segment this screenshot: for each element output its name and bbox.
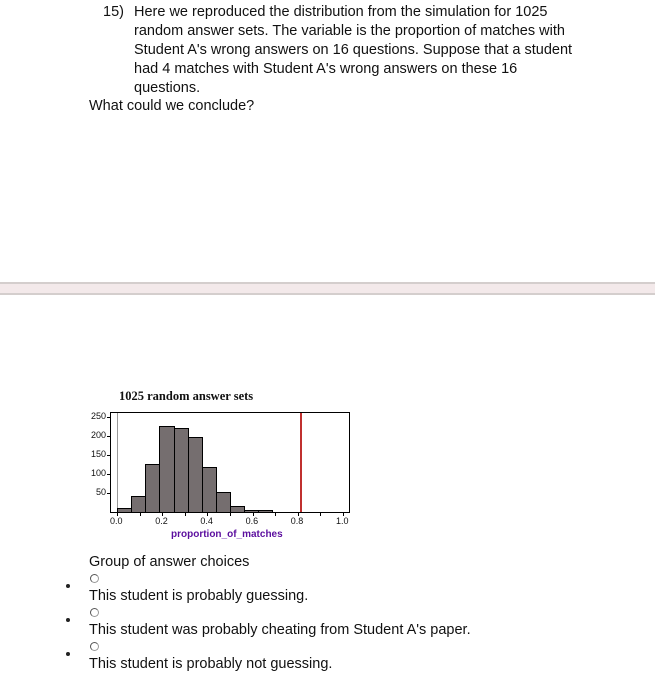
histogram-bar — [145, 464, 160, 513]
histogram-bar — [230, 506, 245, 513]
radio-button[interactable] — [90, 574, 99, 583]
x-minor-tick — [185, 513, 186, 516]
y-tick — [107, 455, 110, 456]
choice-label: This student is probably guessing. — [89, 588, 309, 604]
x-tick-label: 0.6 — [245, 516, 259, 526]
answer-choices-heading: Group of answer choices — [89, 554, 250, 570]
histogram-bar — [202, 467, 217, 513]
choice-label: This student is probably not guessing. — [89, 656, 333, 672]
x-tick-label: 0.8 — [290, 516, 304, 526]
y-tick-label: 150 — [90, 448, 106, 459]
x-tick-label: 1.0 — [336, 516, 349, 526]
question-line: Student A's wrong answers on 16 questions. Suppose that a student — [134, 42, 573, 58]
y-tick-label: 100 — [90, 467, 106, 478]
histogram-bar — [188, 437, 203, 513]
zero-line — [117, 413, 118, 512]
question-line: random answer sets. The variable is the proportion of matches with — [134, 23, 565, 39]
y-tick — [107, 436, 110, 437]
histogram-bar — [216, 492, 231, 513]
answer-choice[interactable] — [0, 606, 657, 642]
x-minor-tick — [320, 513, 321, 516]
y-tick-label: 50 — [95, 486, 106, 497]
bullet-icon — [66, 584, 70, 588]
y-tick — [107, 474, 110, 475]
observed-value-line — [300, 413, 302, 512]
choice-label: This student was probably cheating from Student A's paper. — [89, 622, 471, 638]
bullet-icon — [66, 652, 70, 656]
x-minor-tick — [140, 513, 141, 516]
answer-choice[interactable] — [0, 640, 657, 676]
y-tick — [107, 493, 110, 494]
y-tick-label: 200 — [90, 429, 106, 440]
histogram-bar — [131, 496, 146, 513]
histogram-bar — [159, 426, 174, 513]
chart-title: 1025 random answer sets — [119, 389, 254, 403]
radio-button[interactable] — [90, 642, 99, 651]
x-tick-label: 0.4 — [200, 516, 213, 526]
x-tick-label: 0.2 — [155, 516, 168, 526]
radio-button[interactable] — [90, 608, 99, 617]
y-tick-label: 250 — [90, 410, 106, 421]
histogram-bar — [174, 428, 189, 513]
question-text — [103, 3, 623, 98]
x-tick-label: 0.0 — [110, 516, 123, 526]
x-minor-tick — [275, 513, 276, 516]
answer-choice[interactable] — [0, 572, 657, 608]
x-minor-tick — [230, 513, 231, 516]
histogram-bar — [117, 508, 132, 513]
section-divider — [0, 282, 655, 295]
question-number: 15) — [103, 4, 124, 20]
bullet-icon — [66, 618, 70, 622]
y-axis — [110, 412, 111, 513]
histogram-bar — [258, 510, 273, 513]
x-axis-label: proportion_of_matches — [171, 529, 283, 540]
y-tick — [107, 417, 110, 418]
question-line: questions. — [134, 80, 201, 96]
question-line: had 4 matches with Student A's wrong answers on these 16 — [134, 61, 518, 77]
question-prompt: What could we conclude? — [89, 98, 255, 114]
question-line: Here we reproduced the distribution from the simulation for 1025 — [134, 4, 548, 20]
